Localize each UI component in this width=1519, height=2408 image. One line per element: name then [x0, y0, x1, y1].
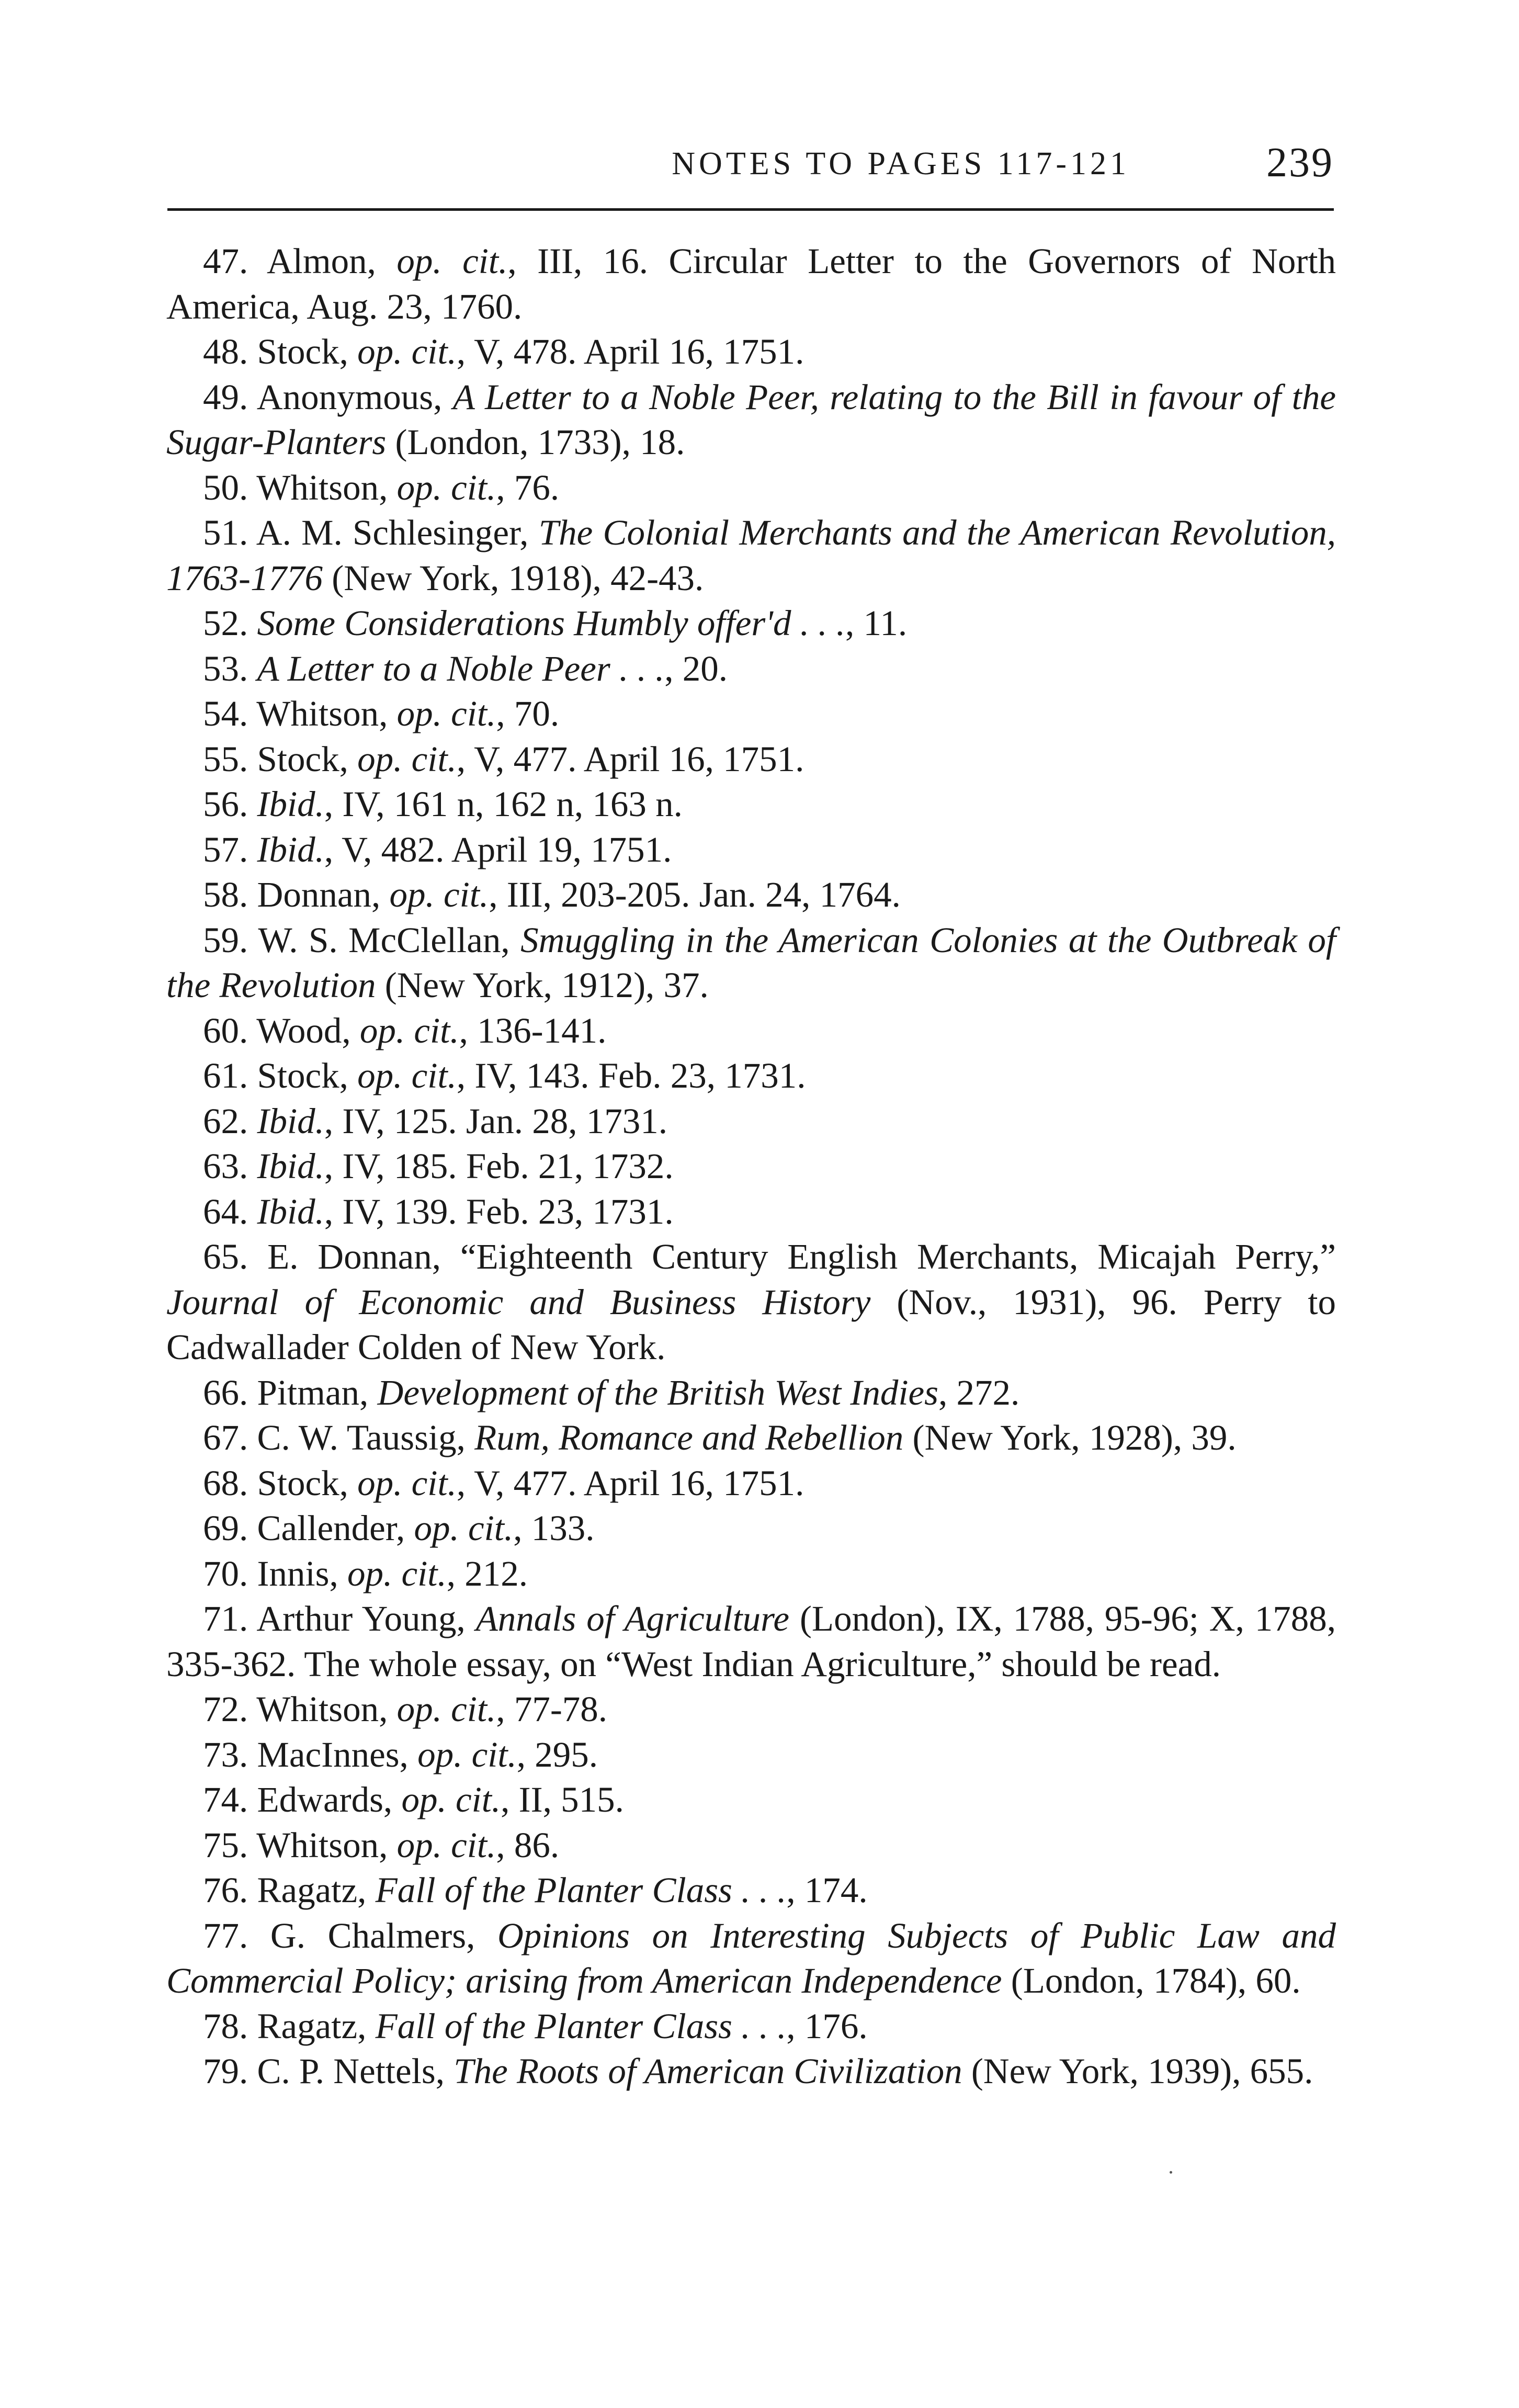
- note-text: (London), IX, 1788, 95-96; X, 1788, 335-362. The whole essay, on “West Indian Agriculture,” should be read.: [166, 1599, 1336, 1684]
- page-number: 239: [1266, 140, 1334, 186]
- italic-title-text: op. cit.: [396, 1689, 496, 1729]
- note-text: Ragatz,: [257, 1870, 376, 1910]
- italic-title-text: The Colonial Merchants and the American Revolution, 1763-1776: [166, 513, 1336, 598]
- italic-title-text: A Letter to a Noble Peer . . .: [257, 648, 665, 688]
- italic-title-text: Some Considerations Humbly offer'd . . .: [257, 603, 845, 643]
- note-item: [166, 1551, 1336, 1597]
- note-number: 77.: [203, 1915, 248, 1955]
- note-number: 53.: [203, 648, 248, 688]
- note-text: E. Donnan, “Eighteenth Century English Merchants, Micajah Perry,”: [267, 1237, 1336, 1276]
- note-text: , 174.: [786, 1870, 868, 1910]
- note-item: [166, 1506, 1336, 1551]
- italic-title-text: Ibid.: [257, 1146, 324, 1186]
- note-text: G. Chalmers,: [270, 1915, 497, 1955]
- note-text: (New York, 1928), 39.: [903, 1418, 1237, 1457]
- note-number: 50.: [203, 467, 248, 507]
- note-text: , V, 478. April 16, 1751.: [456, 332, 804, 371]
- note-number: 60.: [203, 1010, 248, 1050]
- note-text: , III, 16. Circular Letter to the Governors of North America, Aug. 23, 1760.: [166, 241, 1336, 326]
- note-number: 62.: [203, 1101, 248, 1141]
- note-text: , 212.: [446, 1553, 528, 1593]
- note-text: Stock,: [257, 1056, 358, 1095]
- italic-title-text: op. cit.: [357, 739, 457, 779]
- note-item: [166, 782, 1336, 827]
- note-text: Stock,: [257, 739, 358, 779]
- note-text: , 295.: [516, 1734, 598, 1774]
- note-text: Stock,: [257, 1463, 358, 1503]
- note-item: [166, 872, 1336, 918]
- note-text: , 77-78.: [496, 1689, 608, 1729]
- note-item: [166, 1868, 1336, 1913]
- note-item: [166, 827, 1336, 873]
- note-item: [166, 1189, 1336, 1235]
- italic-title-text: Fall of the Planter Class . . .: [375, 1870, 787, 1910]
- running-head: [167, 137, 1334, 200]
- italic-title-text: Development of the British West Indies: [377, 1372, 939, 1412]
- note-text: Whitson,: [256, 1689, 397, 1729]
- note-text: , 11.: [845, 603, 908, 643]
- note-text: W. S. McClellan,: [258, 920, 521, 960]
- italic-title-text: Ibid.: [257, 1101, 324, 1141]
- note-text: , 20.: [664, 648, 728, 688]
- italic-title-text: op. cit.: [396, 467, 496, 507]
- note-number: 66.: [203, 1372, 248, 1412]
- note-text: , IV, 161 n, 162 n, 163 n.: [324, 784, 683, 824]
- italic-title-text: op. cit.: [401, 1780, 501, 1819]
- note-item: [166, 691, 1336, 737]
- note-number: 70.: [203, 1553, 248, 1593]
- italic-title-text: op. cit.: [389, 875, 489, 914]
- italic-title-text: Ibid.: [257, 784, 324, 824]
- note-number: 54.: [203, 694, 248, 733]
- note-text: MacInnes,: [257, 1734, 418, 1774]
- note-item: [166, 646, 1336, 692]
- note-number: 67.: [203, 1418, 248, 1457]
- note-text: , V, 477. April 16, 1751.: [456, 1463, 804, 1503]
- note-item: [166, 1008, 1336, 1054]
- note-number: 74.: [203, 1780, 248, 1819]
- note-text: A. M. Schlesinger,: [256, 513, 539, 552]
- note-number: 47.: [203, 241, 248, 281]
- note-number: 73.: [203, 1734, 248, 1774]
- note-text: Whitson,: [256, 1825, 397, 1865]
- italic-title-text: Fall of the Planter Class . . .: [375, 2006, 787, 2046]
- note-item: [166, 1099, 1336, 1144]
- note-item: [166, 1461, 1336, 1506]
- italic-title-text: op. cit.: [359, 1010, 459, 1050]
- note-text: , 133.: [513, 1508, 595, 1548]
- italic-title-text: op. cit.: [414, 1508, 514, 1548]
- note-item: [166, 737, 1336, 782]
- note-text: C. P. Nettels,: [257, 2051, 454, 2091]
- italic-title-text: Rum, Romance and Rebellion: [474, 1418, 904, 1457]
- note-text: Arthur Young,: [256, 1599, 476, 1638]
- note-item: [166, 510, 1336, 601]
- note-number: 71.: [203, 1599, 248, 1638]
- note-text: Pitman,: [257, 1372, 378, 1412]
- note-item: [166, 375, 1336, 465]
- note-text: , IV, 139. Feb. 23, 1731.: [324, 1191, 674, 1231]
- note-number: 75.: [203, 1825, 248, 1865]
- note-text: , IV, 185. Feb. 21, 1732.: [324, 1146, 674, 1186]
- note-item: [166, 918, 1336, 1008]
- note-item: [166, 1144, 1336, 1189]
- note-item: [166, 1823, 1336, 1868]
- note-item: [166, 239, 1336, 329]
- italic-title-text: Annals of Agriculture: [475, 1599, 790, 1638]
- note-number: 76.: [203, 1870, 248, 1910]
- note-text: Whitson,: [256, 694, 397, 733]
- note-number: 59.: [203, 920, 248, 960]
- italic-title-text: op. cit.: [357, 1056, 457, 1095]
- speck-mark: [1170, 2171, 1172, 2174]
- italic-title-text: The Roots of American Civilization: [454, 2051, 962, 2091]
- note-item: [166, 1415, 1336, 1461]
- notes-list: [166, 239, 1336, 2094]
- note-text: C. W. Taussig,: [257, 1418, 475, 1457]
- note-text: (London, 1733), 18.: [386, 422, 685, 462]
- note-number: 52.: [203, 603, 248, 643]
- note-text: Stock,: [257, 332, 358, 371]
- note-item: [166, 1234, 1336, 1370]
- note-text: Donnan,: [257, 875, 390, 914]
- note-number: 57.: [203, 829, 248, 869]
- note-text: Innis,: [257, 1553, 347, 1593]
- note-text: , 272.: [938, 1372, 1020, 1412]
- note-item: [166, 1732, 1336, 1778]
- note-text: , II, 515.: [501, 1780, 624, 1819]
- note-text: (New York, 1939), 655.: [962, 2051, 1313, 2091]
- italic-title-text: Journal of Economic and Business History: [166, 1282, 871, 1322]
- note-item: [166, 1687, 1336, 1732]
- note-text: Wood,: [256, 1010, 360, 1050]
- note-text: , 76.: [496, 467, 560, 507]
- note-number: 69.: [203, 1508, 248, 1548]
- italic-title-text: op. cit.: [357, 1463, 457, 1503]
- italic-title-text: op. cit.: [347, 1553, 447, 1593]
- italic-title-text: op. cit.: [357, 332, 457, 371]
- italic-title-text: A Letter to a Noble Peer, relating to the Bill in favour of the Sugar-Planters: [166, 377, 1336, 462]
- note-item: [166, 465, 1336, 511]
- note-item: [166, 1777, 1336, 1823]
- note-item: [166, 1053, 1336, 1099]
- italic-title-text: Opinions on Interesting Subjects of Public Law and Commercial Policy; arising from American Independence: [166, 1915, 1336, 2000]
- note-number: 72.: [203, 1689, 248, 1729]
- italic-title-text: Smuggling in the American Colonies at the Outbreak of the Revolution: [166, 920, 1336, 1005]
- note-number: 51.: [203, 513, 248, 552]
- note-number: 55.: [203, 739, 248, 779]
- note-number: 56.: [203, 784, 248, 824]
- note-text: , IV, 125. Jan. 28, 1731.: [324, 1101, 668, 1141]
- note-item: [166, 1596, 1336, 1687]
- italic-title-text: Ibid.: [257, 829, 324, 869]
- italic-title-text: op. cit.: [417, 1734, 517, 1774]
- note-text: , 70.: [496, 694, 560, 733]
- note-item: [166, 329, 1336, 375]
- note-text: , 136-141.: [459, 1010, 607, 1050]
- italic-title-text: op. cit.: [396, 694, 496, 733]
- note-item: [166, 2049, 1336, 2094]
- note-text: Ragatz,: [257, 2006, 376, 2046]
- note-text: Whitson,: [256, 467, 397, 507]
- note-number: 48.: [203, 332, 248, 371]
- note-text: Anonymous,: [256, 377, 453, 417]
- note-item: [166, 1370, 1336, 1416]
- note-number: 78.: [203, 2006, 248, 2046]
- italic-title-text: Ibid.: [257, 1191, 324, 1231]
- note-number: 58.: [203, 875, 248, 914]
- note-text: Edwards,: [257, 1780, 402, 1819]
- note-text: Almon,: [266, 241, 397, 281]
- note-text: (New York, 1912), 37.: [376, 965, 709, 1005]
- note-text: , V, 482. April 19, 1751.: [324, 829, 672, 869]
- note-number: 64.: [203, 1191, 248, 1231]
- italic-title-text: op. cit.: [396, 241, 508, 281]
- note-text: (New York, 1918), 42-43.: [322, 558, 704, 598]
- note-number: 79.: [203, 2051, 248, 2091]
- italic-title-text: op. cit.: [396, 1825, 496, 1865]
- note-number: 49.: [203, 377, 248, 417]
- note-text: , IV, 143. Feb. 23, 1731.: [456, 1056, 806, 1095]
- note-number: 68.: [203, 1463, 248, 1503]
- running-title: NOTES TO PAGES 117-121: [672, 146, 1130, 182]
- note-text: , III, 203-205. Jan. 24, 1764.: [489, 875, 901, 914]
- note-item: [166, 601, 1336, 646]
- note-text: (Nov., 1931), 96. Perry to Cadwallader Colden of New York.: [166, 1282, 1336, 1367]
- note-text: Callender,: [257, 1508, 414, 1548]
- note-item: [166, 1913, 1336, 2004]
- note-number: 61.: [203, 1056, 248, 1095]
- header-rule: [167, 208, 1334, 211]
- note-text: (London, 1784), 60.: [1002, 1961, 1301, 2000]
- note-text: , 176.: [786, 2006, 868, 2046]
- note-number: 65.: [203, 1237, 248, 1276]
- note-text: , V, 477. April 16, 1751.: [456, 739, 804, 779]
- note-text: , 86.: [496, 1825, 560, 1865]
- note-number: 63.: [203, 1146, 248, 1186]
- note-item: [166, 2004, 1336, 2049]
